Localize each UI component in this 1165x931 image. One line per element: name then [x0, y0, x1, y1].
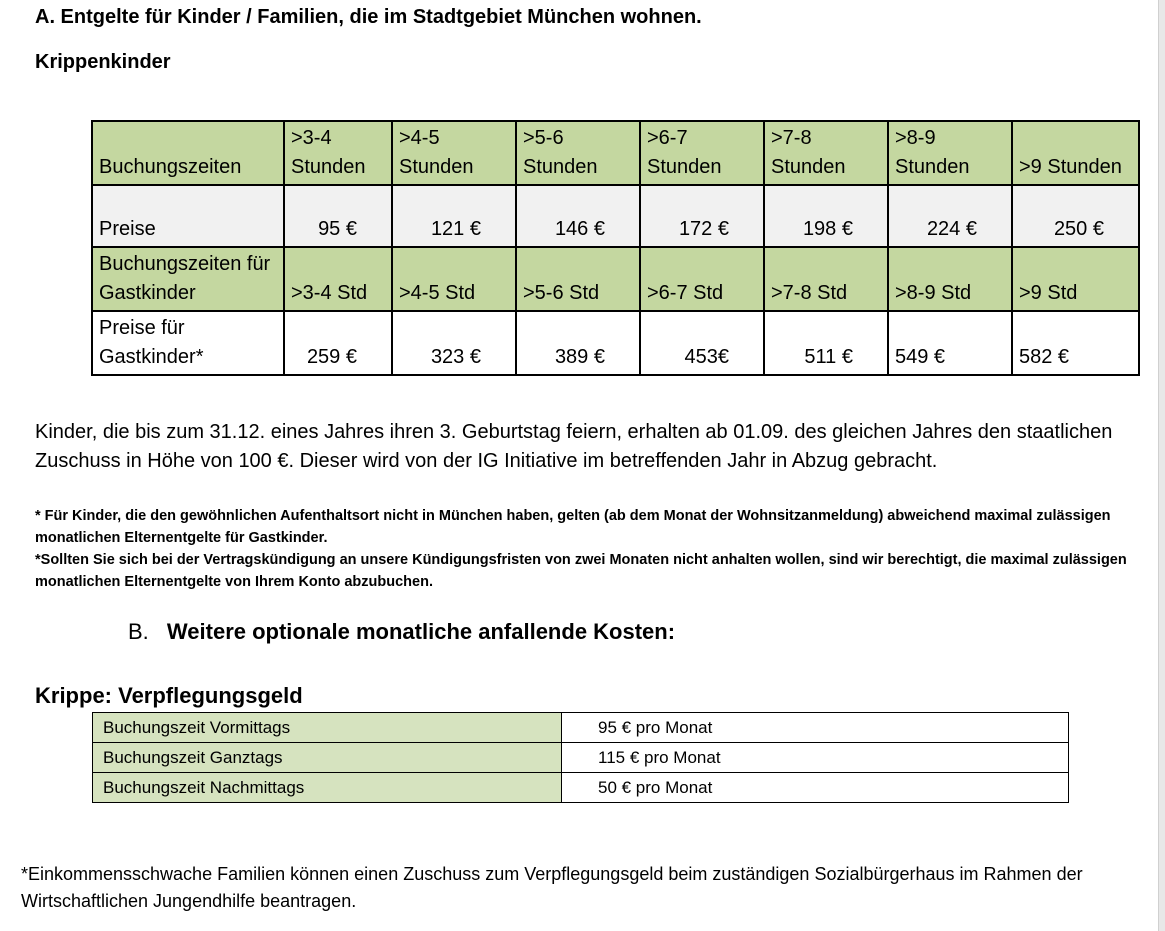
table-cell: 259 €: [284, 311, 392, 375]
table-cell: >5-6 Std: [516, 247, 640, 311]
guest-children-note: * Für Kinder, die den gewöhnlichen Aufenthaltsort nicht in München haben, gelten (ab dem Monat der Wohnsitzanmeldung) abweichend maximal zulässigen monatlichen Elternentgelte für Gastkinder.: [35, 508, 1111, 546]
table-cell: Preise: [92, 185, 284, 247]
table-row: [93, 773, 1069, 803]
prices-row: [92, 185, 1139, 247]
price-table: [91, 120, 1140, 376]
table-cell: >4-5 Std: [392, 247, 516, 311]
table-cell: Preise für Gastkinder*: [92, 311, 284, 375]
table-cell: >7-8 Stunden: [764, 121, 888, 185]
table-cell: >3-4 Std: [284, 247, 392, 311]
table-cell: 121 €: [392, 185, 516, 247]
table-cell: 95 €: [284, 185, 392, 247]
table-cell: >3-4 Stunden: [284, 121, 392, 185]
section-b-label: B.: [128, 619, 149, 644]
booking-times-row: [92, 121, 1139, 185]
table-cell: 582 €: [1012, 311, 1139, 375]
meal-label: Buchungszeit Ganztags: [93, 743, 562, 773]
table-cell: >9 Std: [1012, 247, 1139, 311]
table-cell: 198 €: [764, 185, 888, 247]
table-cell: 549 €: [888, 311, 1012, 375]
table-cell: 250 €: [1012, 185, 1139, 247]
table-cell: 453€: [640, 311, 764, 375]
table-cell: 224 €: [888, 185, 1012, 247]
meal-table: [92, 712, 1069, 803]
table-cell: Buchungszeiten für Gastkinder: [92, 247, 284, 311]
table-cell: >5-6 Stunden: [516, 121, 640, 185]
guest-prices-row: [92, 311, 1139, 375]
table-cell: >8-9 Std: [888, 247, 1012, 311]
scrollbar[interactable]: [1158, 0, 1165, 931]
meal-value: 115 € pro Monat: [562, 743, 1069, 773]
meal-value: 95 € pro Monat: [562, 713, 1069, 743]
table-cell: >8-9 Stunden: [888, 121, 1012, 185]
table-cell: 511 €: [764, 311, 888, 375]
table-cell: Buchungszeiten: [92, 121, 284, 185]
table-cell: 323 €: [392, 311, 516, 375]
meal-allowance-heading: Krippe: Verpflegungsgeld: [35, 683, 303, 708]
table-cell: 146 €: [516, 185, 640, 247]
footnote: *Einkommensschwache Familien können einen Zuschuss zum Verpflegungsgeld beim zuständigen Sozialbürgerhaus im Rahmen der Wirtschaftlichen Jungendhilfe beantragen.: [21, 864, 1083, 911]
subsidy-paragraph: Kinder, die bis zum 31.12. eines Jahres ihren 3. Geburtstag feiern, erhalten ab 01.09. des gleichen Jahres den staatlichen Zuschuss in Höhe von 100 €. Dieser wird von der IG Initiative im betreffenden Jahr in Abzug gebracht.: [35, 421, 1113, 472]
table-cell: >4-5 Stunden: [392, 121, 516, 185]
table-cell: >6-7 Std: [640, 247, 764, 311]
table-row: [93, 713, 1069, 743]
section-b-title: Weitere optionale monatliche anfallende Kosten:: [166, 619, 676, 644]
krippenkinder-heading: Krippenkinder: [35, 51, 171, 73]
cancellation-note: *Sollten Sie sich bei der Vertragskündigung an unsere Kündigungsfristen von zwei Monaten nicht anhalten wollen, sind wir berechtigt, die maximal zulässigen monatlichen Elternentgelte von Ihrem Konto abzubuchen.: [35, 552, 1127, 590]
guest-booking-times-row: [92, 247, 1139, 311]
meal-label: Buchungszeit Vormittags: [93, 713, 562, 743]
meal-label: Buchungszeit Nachmittags: [93, 773, 562, 803]
table-cell: >9 Stunden: [1012, 121, 1139, 185]
table-row: [93, 743, 1069, 773]
section-b-heading: [128, 619, 675, 645]
meal-value: 50 € pro Monat: [562, 773, 1069, 803]
section-a-heading: A. Entgelte für Kinder / Familien, die im Stadtgebiet München wohnen.: [35, 6, 702, 28]
table-cell: 172 €: [640, 185, 764, 247]
table-cell: >6-7 Stunden: [640, 121, 764, 185]
table-cell: 389 €: [516, 311, 640, 375]
table-cell: >7-8 Std: [764, 247, 888, 311]
